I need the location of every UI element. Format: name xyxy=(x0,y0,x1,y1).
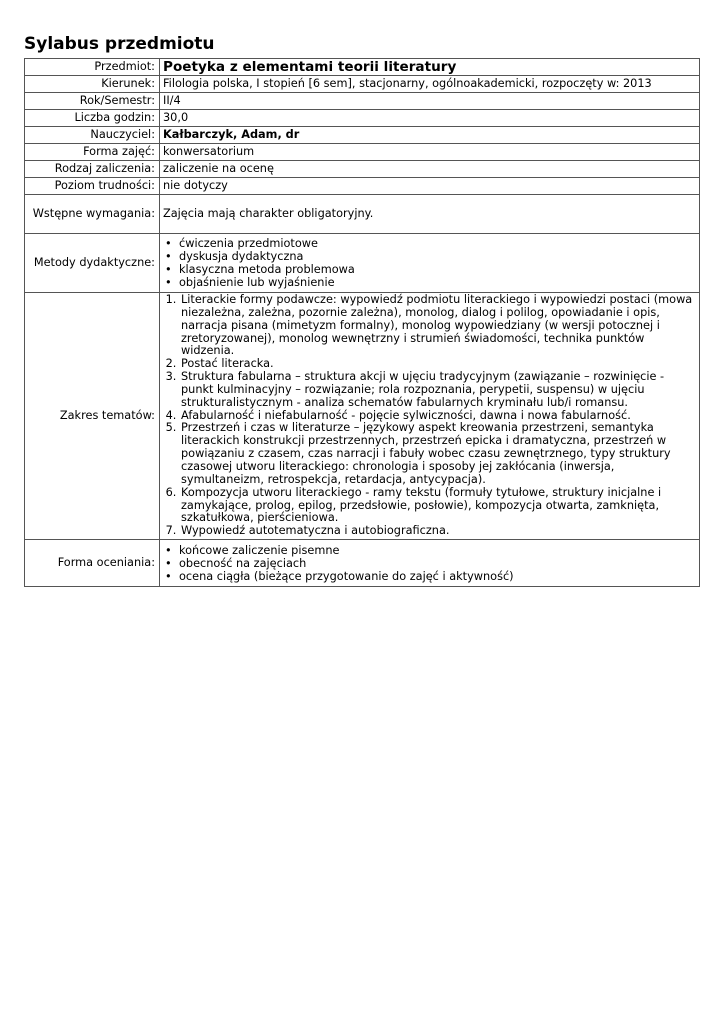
difficulty-value: nie dotyczy xyxy=(160,178,700,195)
list-item: 6. Kompozycja utworu literackiego - ramy tekstu (formuły tytułowe, struktury inicjalne i zamykające, prolog, epilog, przedsłowie, posłowie), kompozycja otwarta, zamknięta, szkatułkowa, pierścieniowa. xyxy=(180,487,695,526)
subject-label: Przedmiot: xyxy=(25,59,160,76)
year-label: Rok/Semestr: xyxy=(25,93,160,110)
row-teacher xyxy=(25,127,700,144)
list-item: 7. Wypowiedź autotematyczna i autobiograficzna. xyxy=(180,525,695,538)
list-item: • końcowe zaliczenie pisemne xyxy=(179,544,695,557)
list-item: 4. Afabularność i niefabularność - pojęcie sylwiczności, dawna i nowa fabularność. xyxy=(180,410,695,423)
teacher-label: Nauczyciel: xyxy=(25,127,160,144)
subject-value: Poetyka z elementami teorii literatury xyxy=(160,59,700,76)
syllabus-table xyxy=(24,58,700,587)
row-grading xyxy=(25,540,700,587)
grading-label: Forma oceniania: xyxy=(25,540,160,587)
row-subject xyxy=(25,59,700,76)
grading-value xyxy=(160,540,700,587)
row-form xyxy=(25,144,700,161)
list-item: • ćwiczenia przedmiotowe xyxy=(179,237,695,250)
requirements-value: Zajęcia mają charakter obligatoryjny. xyxy=(160,195,700,234)
topics-label: Zakres tematów: xyxy=(25,293,160,540)
row-requirements xyxy=(25,195,700,234)
grading-list xyxy=(163,544,695,583)
field-label: Kierunek: xyxy=(25,76,160,93)
row-field xyxy=(25,76,700,93)
field-value: Filologia polska, I stopień [6 sem], stacjonarny, ogólnoakademicki, rozpoczęty w: 2013 xyxy=(160,76,700,93)
topics-list xyxy=(163,294,695,538)
list-item: 3. Struktura fabularna – struktura akcji w ujęciu tradycyjnym (zawiązanie – rozwinięcie - punkt kulminacyjny – rozwiązanie; rola rozpoznania, perypetii, suspensu) w ujęciu strukturalistycznym - analiza schematów fabularnych kryminału lub/i romansu. xyxy=(180,371,695,410)
list-item: 5. Przestrzeń i czas w literaturze – językowy aspekt kreowania przestrzeni, semantyka literackich konstrukcji przestrzennych, przestrzeń epicka i dramatyczna, przestrzeń w powiązaniu z czasem, czas narracji i fabuły wobec czasu zewnętrznego, typy struktury czasowej utworu literackiego: chronologia i sposoby jej zakłócania (inwersja, symultaneizm, retrospekcja, retardacja, antycypacja). xyxy=(180,422,695,486)
credit-label: Rodzaj zaliczenia: xyxy=(25,161,160,178)
row-difficulty xyxy=(25,178,700,195)
requirements-label: Wstępne wymagania: xyxy=(25,195,160,234)
form-label: Forma zajęć: xyxy=(25,144,160,161)
difficulty-label: Poziom trudności: xyxy=(25,178,160,195)
topics-value xyxy=(160,293,700,540)
list-item: • obecność na zajęciach xyxy=(179,557,695,570)
list-item: • ocena ciągła (bieżące przygotowanie do zajęć i aktywność) xyxy=(179,570,695,583)
hours-label: Liczba godzin: xyxy=(25,110,160,127)
methods-value xyxy=(160,234,700,293)
row-credit xyxy=(25,161,700,178)
list-item: • klasyczna metoda problemowa xyxy=(179,263,695,276)
teacher-value: Kałbarczyk, Adam, dr xyxy=(160,127,700,144)
row-topics xyxy=(25,293,700,540)
methods-list xyxy=(163,237,695,289)
page-title: Sylabus przedmiotu xyxy=(24,34,215,54)
row-methods xyxy=(25,234,700,293)
list-item: 2. Postać literacka. xyxy=(180,358,695,371)
list-item: 1. Literackie formy podawcze: wypowiedź podmiotu literackiego i wypowiedzi postaci (mowa niezależna, zależna, pozornie zależna), monolog, dialog i polilog, opowiadanie i opis, narracja pisana (mimetyzm formalny), monolog wypowiedziany (w wersji potocznej i zretoryzowanej), monolog wewnętrzny i strumień świadomości, technika punktów widzenia. xyxy=(180,294,695,358)
year-value: II/4 xyxy=(160,93,700,110)
form-value: konwersatorium xyxy=(160,144,700,161)
list-item: • objaśnienie lub wyjaśnienie xyxy=(179,276,695,289)
credit-value: zaliczenie na ocenę xyxy=(160,161,700,178)
row-hours xyxy=(25,110,700,127)
hours-value: 30,0 xyxy=(160,110,700,127)
list-item: • dyskusja dydaktyczna xyxy=(179,250,695,263)
row-year xyxy=(25,93,700,110)
methods-label: Metody dydaktyczne: xyxy=(25,234,160,293)
